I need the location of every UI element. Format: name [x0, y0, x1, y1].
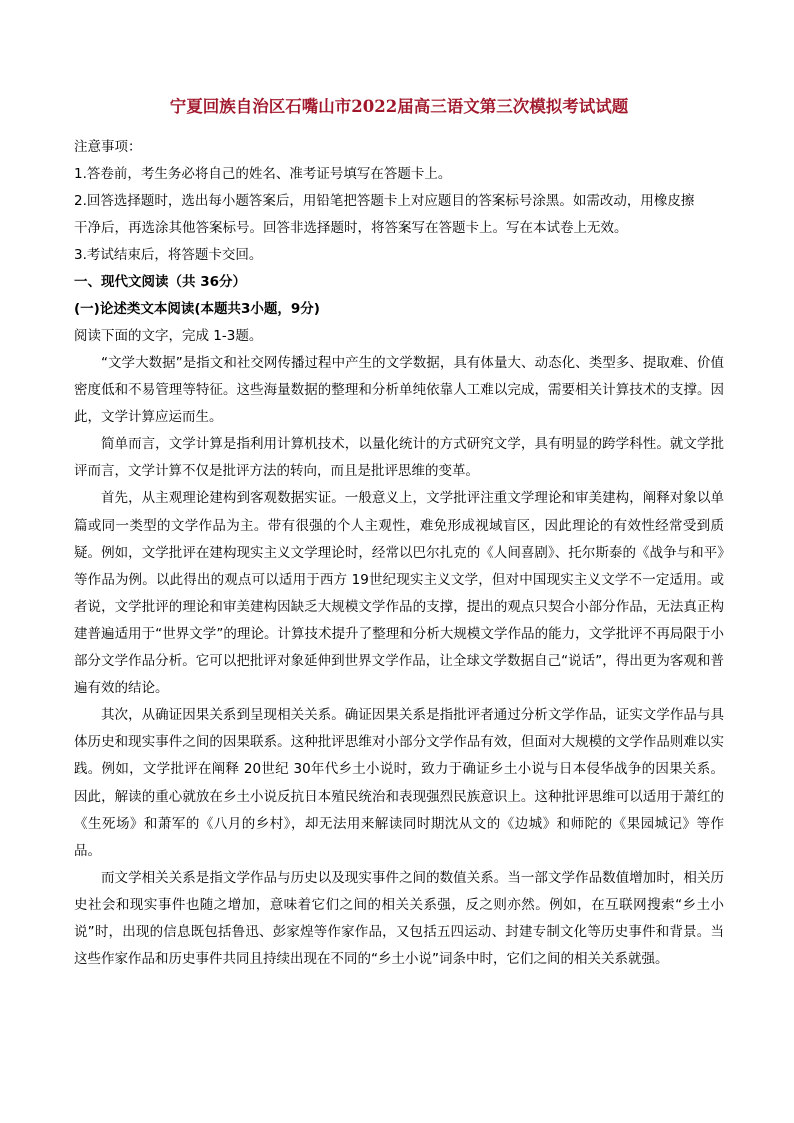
passage-paragraph-5: 而文学相关关系是指文学作品与历史以及现实事件之间的数值关系。当一部文学作品数值增加时，相关历史社会和现实事件也随之增加，意味着它们之间的相关关系强，反之则亦然。例如，在互联网搜索“乡土小说”时，出现的信息既包括鲁迅、彭家煌等作家作品，又包括五四运动、封建专制文化等历史事件和背景。当这些作家作品和历史事件共同且持续出现在不同的“乡土小说”词条中时，它们之间的相关关系就强。	[74, 869, 724, 968]
section-subheading: (一)论述类文本阅读(本题共3小题，9分)	[74, 301, 320, 317]
section-heading: 一、现代文阅读（共 36分）	[74, 274, 246, 290]
passage-paragraph-2: 简单而言，文学计算是指利用计算机技术，以量化统计的方式研究文学，具有明显的跨学科性。就文学批评而言，文学计算不仅是批评方法的转向，而且是批评思维的变革。	[74, 436, 724, 480]
notice-heading: 注意事项：	[74, 139, 142, 155]
section-header	[74, 269, 724, 350]
notice-item-3: 3.考试结束后，将答题卡交回。	[74, 247, 263, 263]
reading-passage	[74, 350, 724, 973]
passage-paragraph-4: 其次，从确证因果关系到呈现相关关系。确证因果关系是指批评者通过分析文学作品，证实文学作品与具体历史和现实事件之间的因果联系。这种批评思维对小部分文学作品有效，但面对大规模的文学作品则难以实践。例如，文学批评在阐释 20世纪 30年代乡土小说时，致力于确证乡土小说与日本侵华战争的因果关系。因此，解读的重心就放在乡土小说反抗日本殖民统治和表现强烈民族意识上。这种批评思维可以适用于萧红的《生死场》和萧军的《八月的乡村》，却无法用来解读同时期沈从文的《边城》和师陀的《果园城记》等作品。	[74, 707, 724, 859]
exam-page	[74, 96, 724, 973]
notice-item-1: 1.答卷前，考生务必将自己的姓名、准考证号填写在答题卡上。	[74, 166, 452, 182]
reading-instruction: 阅读下面的文字，完成 1-3题。	[74, 328, 263, 344]
notice-block	[74, 134, 724, 269]
page-title: 宁夏回族自治区石嘴山市2022届高三语文第三次模拟考试试题	[169, 97, 629, 116]
notice-item-2-line-2: 干净后，再选涂其他答案标号。回答非选择题时，将答案写在答题卡上。写在本试卷上无效。	[74, 220, 628, 236]
notice-item-2-line-1: 2.回答选择题时，选出每小题答案后，用铅笔把答题卡上对应题目的答案标号涂黑。如需改动，用橡皮擦	[74, 193, 695, 209]
passage-paragraph-1: “文学大数据”是指文和社交网传播过程中产生的文学数据，具有体量大、动态化、类型多、提取难、价值密度低和不易管理等特征。这些海量数据的整理和分析单纯依靠人工难以完成，需要相关计算技术的支撑。因此，文学计算应运而生。	[74, 355, 724, 426]
passage-paragraph-3: 首先，从主观理论建构到客观数据实证。一般意义上，文学批评注重文学理论和审美建构，阐释对象以单篇或同一类型的文学作品为主。带有很强的个人主观性，难免形成视域盲区，因此理论的有效性经常受到质疑。例如，文学批评在建构现实主义文学理论时，经常以巴尔扎克的《人间喜剧》、托尔斯泰的《战争与和平》等作品为例。以此得出的观点可以适用于西方 19世纪现实主义文学，但对中国现实主义文学不一定适用。或者说，文学批评的理论和审美建构因缺乏大规模文学作品的支撑，提出的观点只契合小部分作品，无法真正构建普遍适用于“世界文学”的理论。计算技术提升了整理和分析大规模文学作品的能力，文学批评不再局限于小部分文学作品分析。它可以把批评对象延伸到世界文学作品，让全球文学数据自己“说话”，得出更为客观和普遍有效的结论。	[74, 490, 724, 697]
